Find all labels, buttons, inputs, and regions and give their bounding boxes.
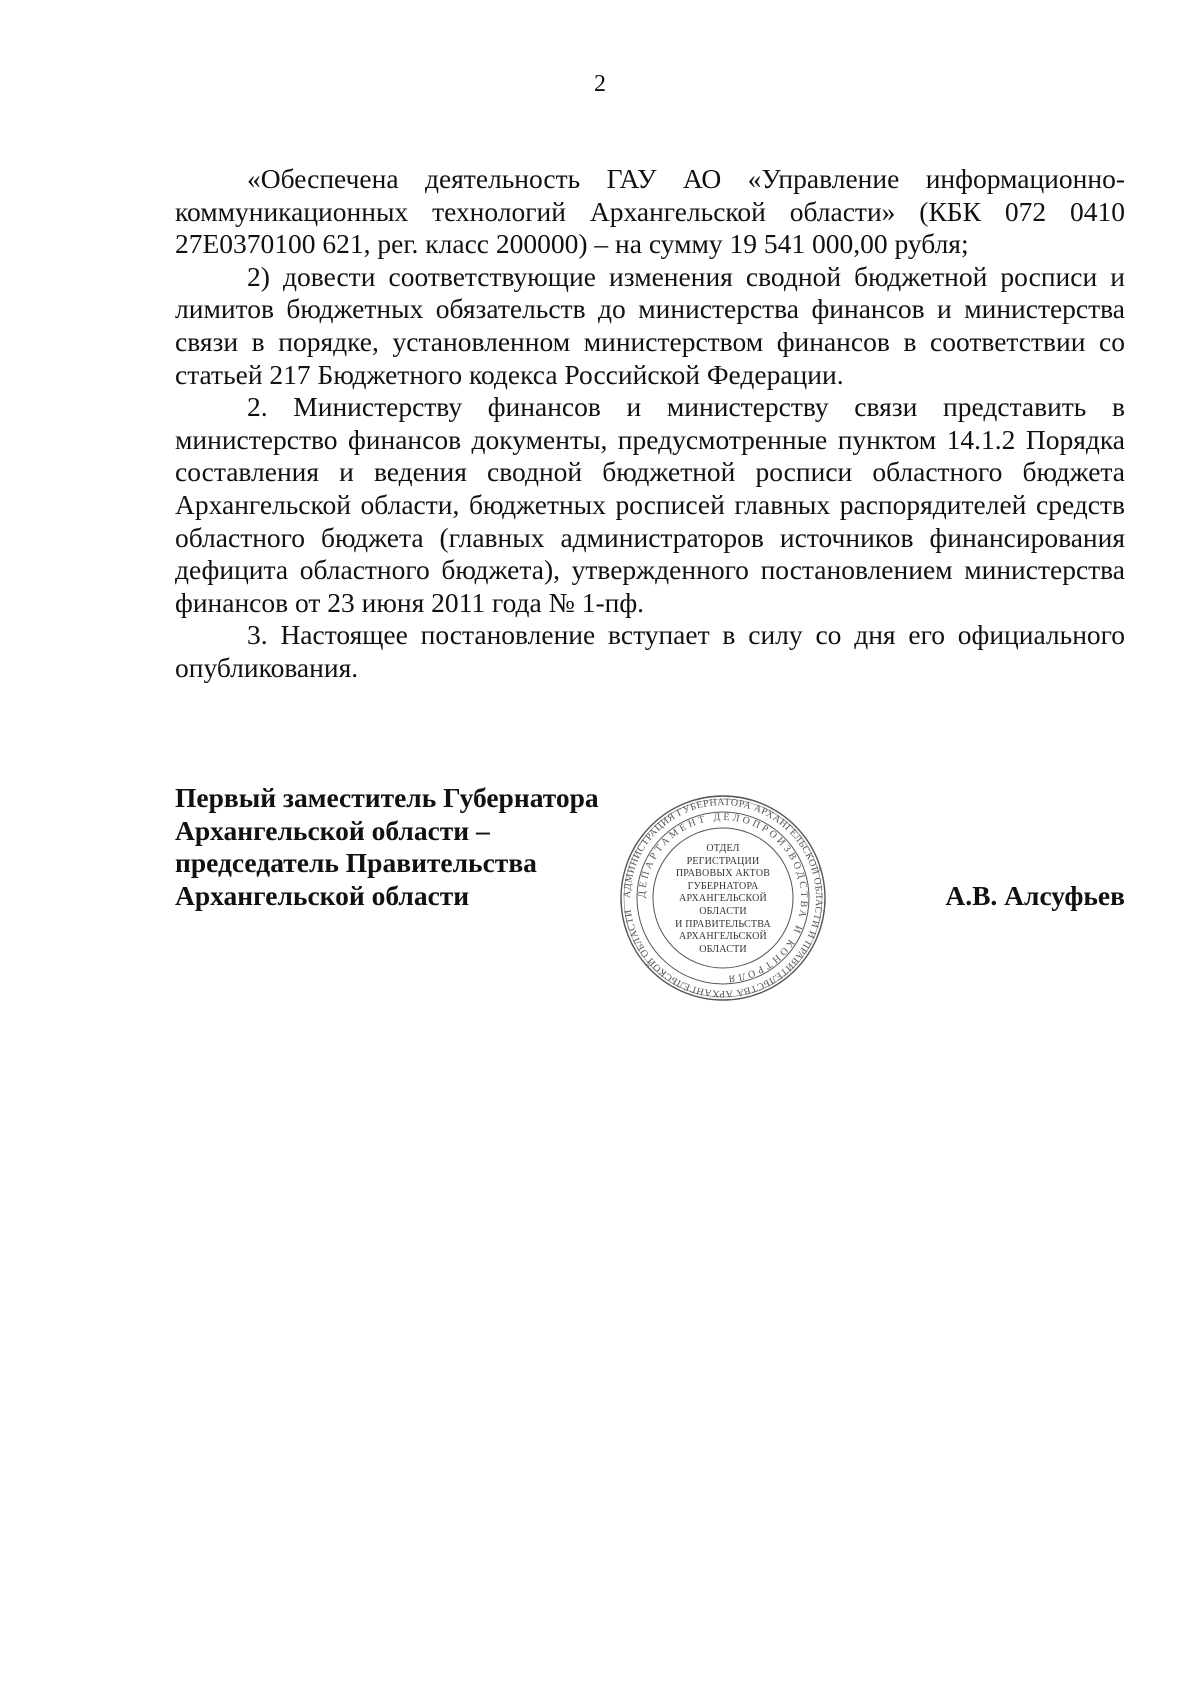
paragraph: 3. Настоящее постановление вступает в силу со дня его официального опубликования.	[175, 619, 1125, 683]
seal-center-text	[618, 843, 828, 956]
official-seal	[618, 793, 828, 1003]
seal-line: ОБЛАСТИ	[699, 905, 747, 917]
page-number: 2	[594, 71, 606, 97]
signatory-name: А.В. Алсуфьев	[945, 880, 1125, 911]
seal-line: АРХАНГЕЛЬСКОЙ	[679, 893, 767, 905]
seal-line: РЕГИСТРАЦИИ	[686, 855, 760, 867]
seal-inner-ring-text: ДЕПАРТАМЕНТ ДЕЛОПРОИЗВОДСТВА И КОНТРОЛЯ	[636, 811, 810, 985]
seal-line: ОБЛАСТИ	[699, 943, 747, 955]
seal-line: И ПРАВИТЕЛЬСТВА	[675, 918, 771, 930]
document-body	[175, 163, 1125, 685]
seal-line: ПРАВОВЫХ АКТОВ	[675, 868, 771, 880]
signatory-position-line: Архангельской области	[175, 879, 470, 911]
paragraph: 2) довести соответствующие изменения сводной бюджетной росписи и лимитов бюджетных обязательств до министерства финансов и министерства связи в порядке, установленном министерством финансов в соответствии со статьей 217 Бюджетного кодекса Российской Федерации.	[175, 260, 1125, 390]
seal-line: АРХАНГЕЛЬСКОЙ	[679, 931, 767, 943]
signatory-position-line: председатель Правительства	[175, 847, 537, 879]
paragraph: 2. Министерству финансов и министерству связи представить в министерство финансов документы, предусмотренные пунктом 14.1.2 Порядка составления и ведения сводной бюджетной росписи областного бюджета Архангельской области, бюджетных росписей главных распорядителей средств областного бюджета (главных администраторов источников финансирования дефицита областного бюджета), утвержденного постановлением министерства финансов от 23 июня 2011 года № 1-пф.	[175, 391, 1125, 618]
seal-line: ОТДЕЛ	[706, 843, 740, 854]
seal-ring-text: АДМИНИСТРАЦИЯ ГУБЕРНАТОРА АРХАНГЕЛЬСКОЙ ОБЛАСТИ И ПРАВИТЕЛЬСТВА АРХАНГЕЛЬСКОЙ ОБЛАСТИ	[621, 796, 825, 1000]
signatory-position	[175, 782, 635, 912]
paragraph: «Обеспечена деятельность ГАУ АО «Управление информационно-коммуникационных технологий Архангельской области» (КБК 072 0410 27Е0370100 621, рег. класс 200000) – на сумму 19 541 000,00 рубля;	[175, 163, 1125, 260]
signatory-position-line: Первый заместитель Губернатора	[175, 782, 599, 813]
seal-line: ГУБЕРНАТОРА	[687, 880, 759, 892]
signatory-position-line: Архангельской области –	[175, 814, 490, 846]
